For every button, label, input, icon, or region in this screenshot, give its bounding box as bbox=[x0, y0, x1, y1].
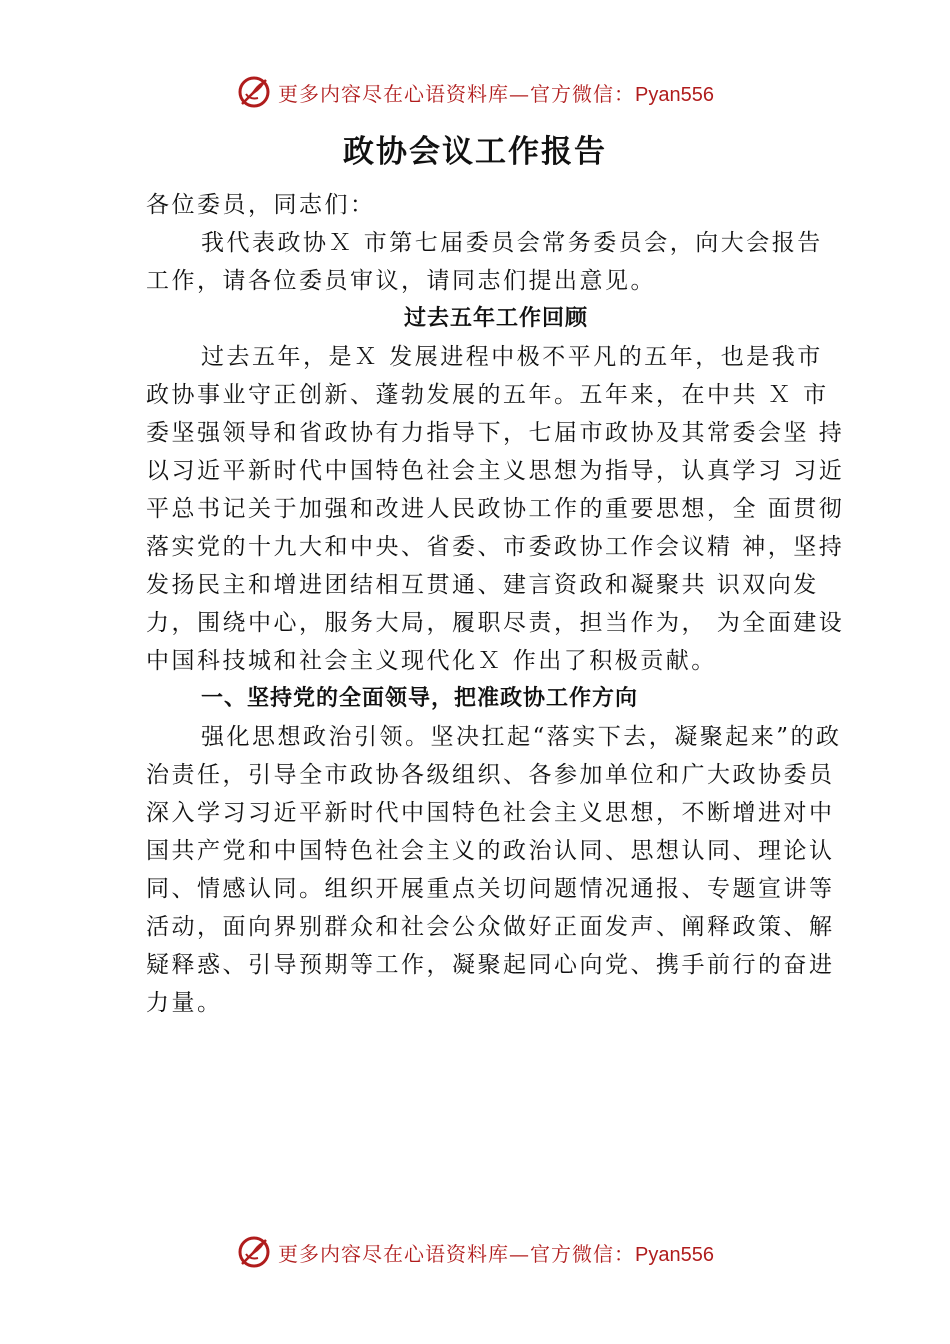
salutation: 各位委员，同志们： bbox=[146, 192, 376, 218]
paragraph-1: 强化思想政治引领。坚决扛起“落实下去，凝聚起来”的政治责任，引导全市政协各级组织、各参加单位和广大政协委员深入学习习近平新时代中国特色社会主义思想，不断增进对中国共产党和中国特色社会主义的政治认同、思想认同、理论认同、情感认同。组织开展重点关切问题情况通报、专题宣讲等活动，面向界别群众和社会公众做好正面发声、阐释政策、解疑释惑、引导预期等工作，凝聚起同心向党、携手前行的奋进力量。 bbox=[146, 724, 842, 1016]
intro-paragraph: 我代表政协Ｘ 市第七届委员会常务委员会，向大会报告工作，请各位委员审议，请同志们提出意见。 bbox=[146, 230, 823, 294]
header-watermark bbox=[0, 70, 950, 114]
subheading-1: 一、坚持党的全面领导，把准政协工作方向 bbox=[201, 686, 639, 711]
watermark-text: 更多内容尽在心语资料库—官方微信：Pyan556 bbox=[278, 1241, 714, 1266]
document-body bbox=[146, 186, 846, 1022]
document-title: 政协会议工作报告 bbox=[343, 134, 607, 170]
footer-watermark bbox=[0, 1230, 950, 1274]
feather-pen-circle-icon bbox=[236, 1234, 272, 1270]
review-paragraph: 过去五年，是Ｘ 发展进程中极不平凡的五年，也是我市政协事业守正创新、蓬勃发展的五年。五年来，在中共 Ｘ 市 委坚强领导和省政协有力指导下，七届市政协及其常委会坚 持以习近平新时代中国特色社会主义思想为指导，认真学习 习近平总书记关于加强和改进人民政协工作的重要思想，全 面贯彻落实党的十九大和中央、省委、市委政协工作会议精 神，坚持发扬民主和增进团结相互贯通、建言资政和凝聚共 识双向发力，围绕中心，服务大局，履职尽责，担当作为， 为全面建设中国科技城和社会主义现代化Ｘ 作出了积极贡献。 bbox=[146, 344, 845, 674]
watermark-text: 更多内容尽在心语资料库—官方微信：Pyan556 bbox=[278, 81, 714, 106]
feather-pen-circle-icon bbox=[236, 74, 272, 110]
section-title: 过去五年工作回顾 bbox=[403, 306, 588, 331]
